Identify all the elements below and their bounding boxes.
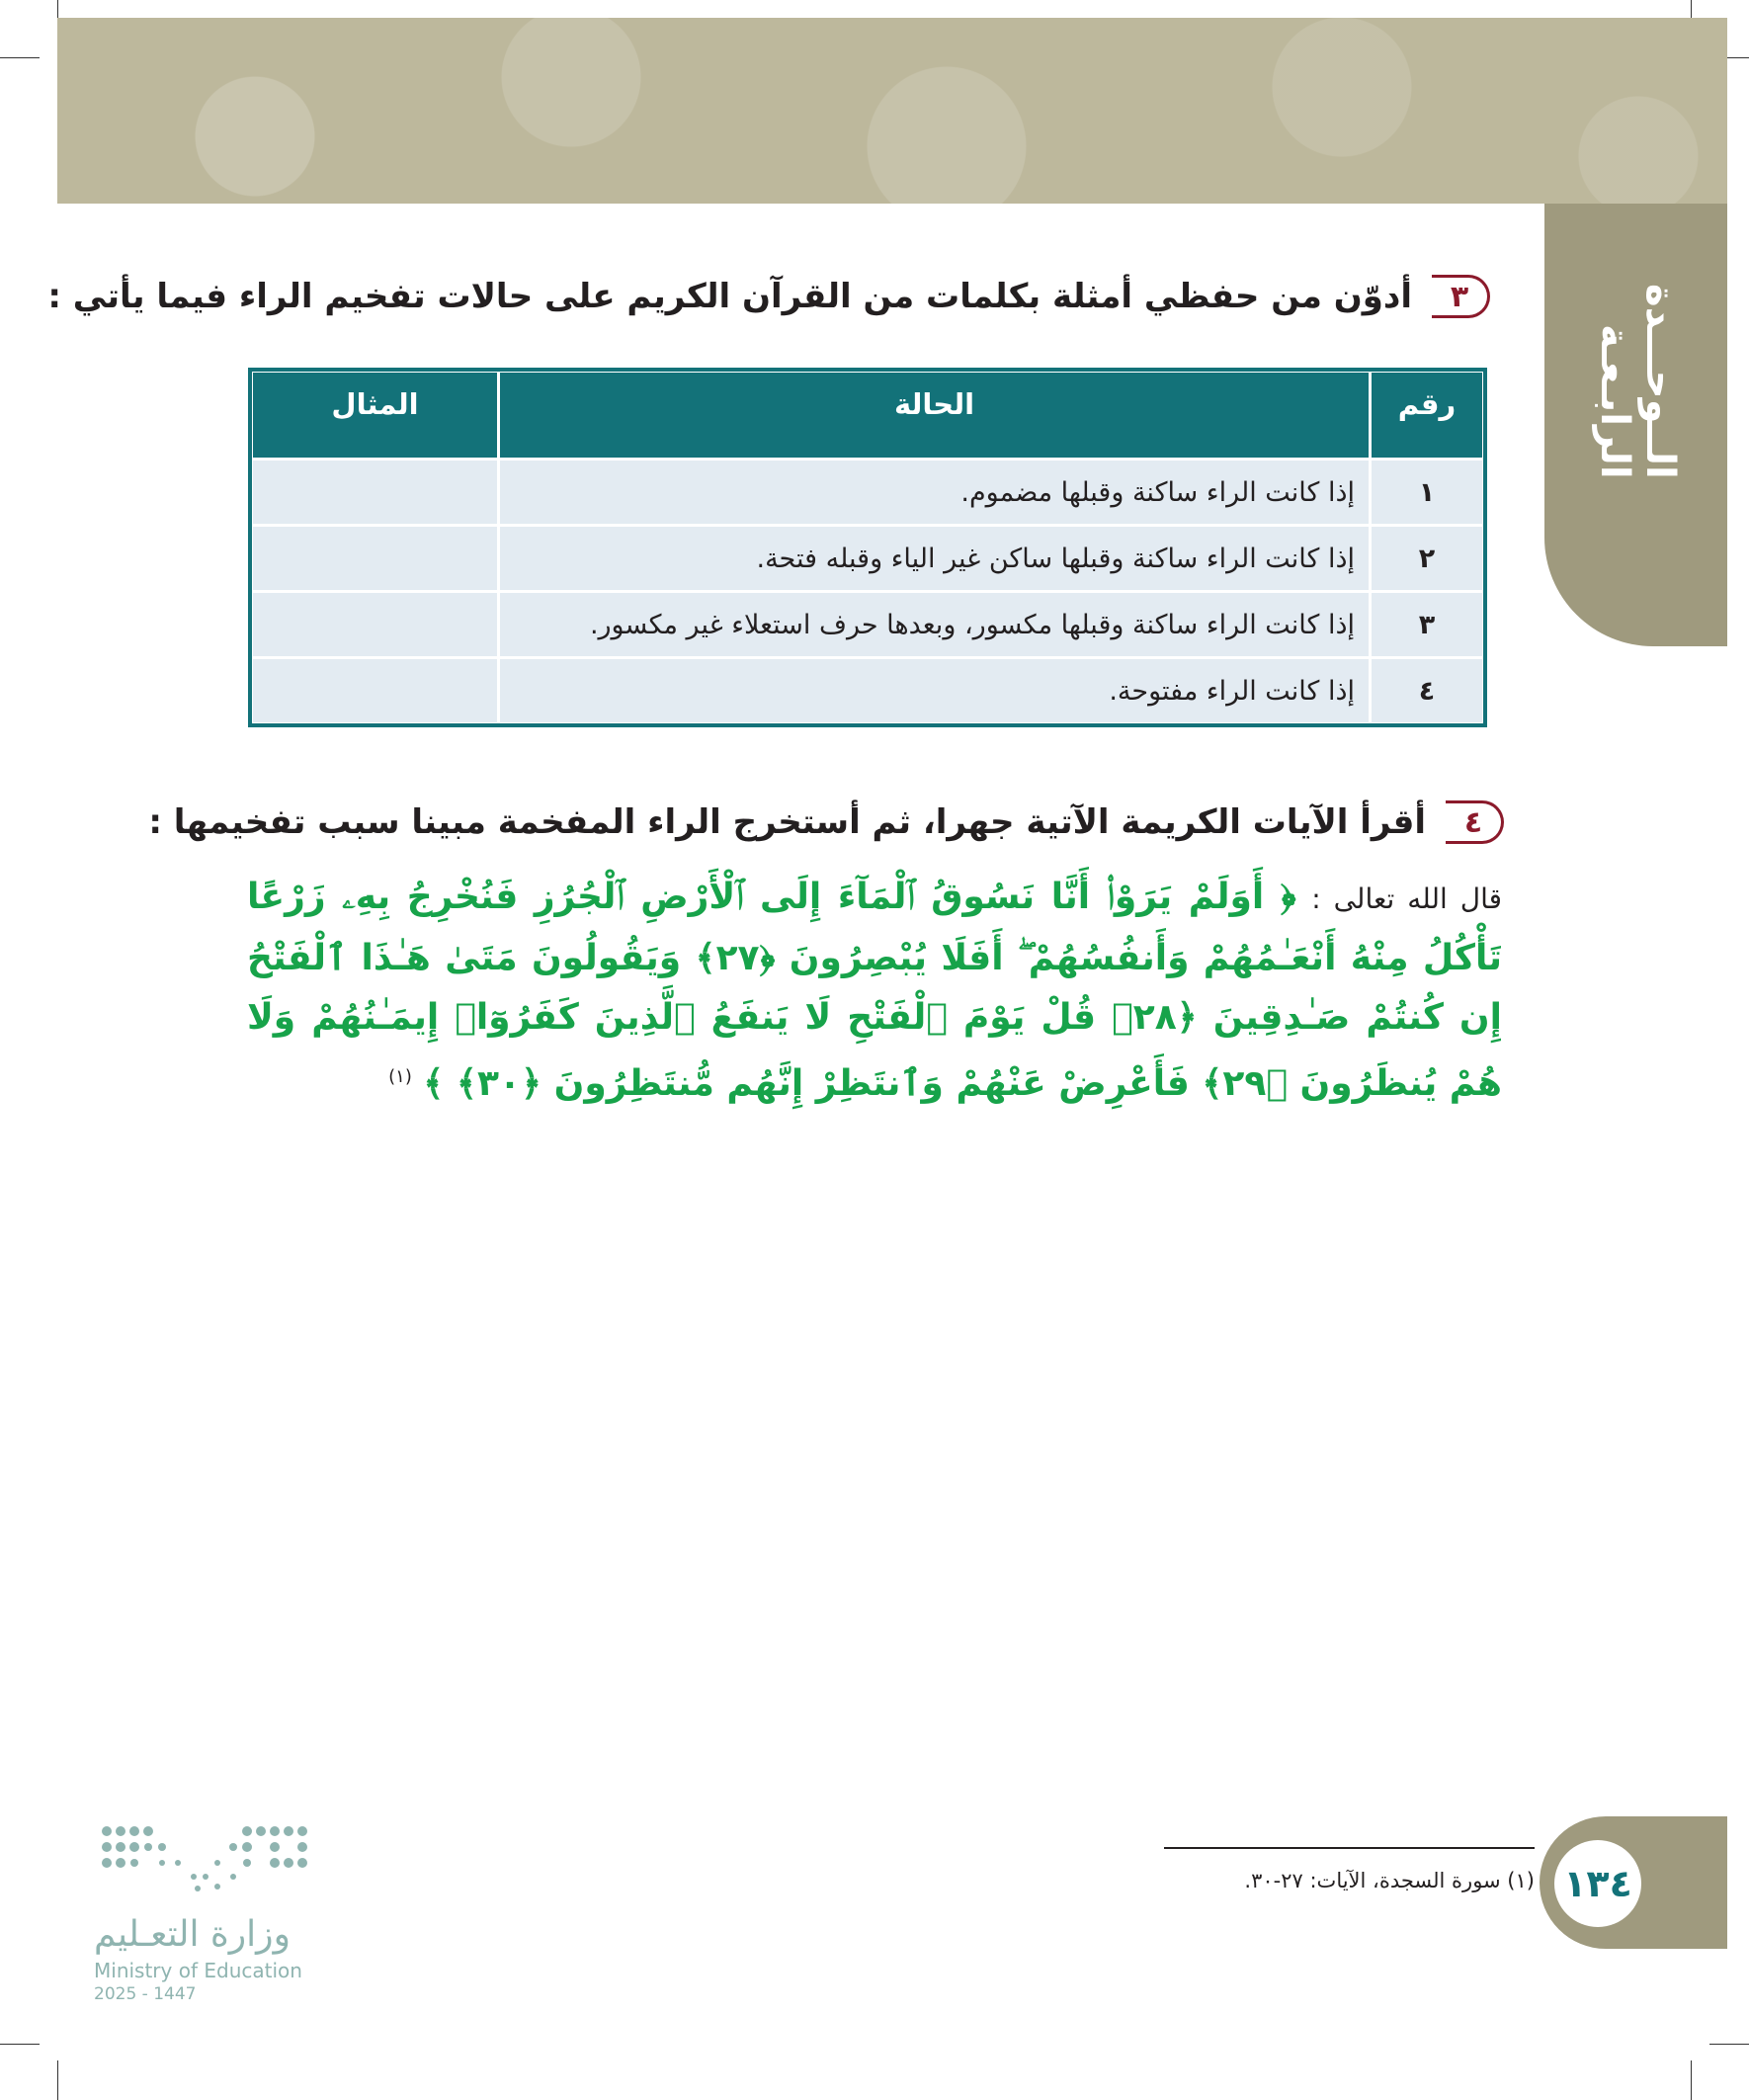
table-row bbox=[252, 460, 1484, 526]
question-4-number: ٤ bbox=[1446, 800, 1504, 844]
header-case: الحالة bbox=[499, 372, 1371, 460]
footnote: (١) سورة السجدة، الآيات: ٢٧-٣٠. bbox=[1244, 1869, 1535, 1892]
crop-mark bbox=[57, 2060, 58, 2100]
row-num: ١ bbox=[1371, 460, 1484, 526]
footnote-divider bbox=[1164, 1847, 1535, 1849]
row-num: ٢ bbox=[1371, 526, 1484, 592]
crop-mark bbox=[1691, 2060, 1692, 2100]
table-header-row bbox=[252, 372, 1484, 460]
question-4-text: أقرأ الآيات الكريمة الآتية جهرا، ثم أستخرج الراء المفخمة مبينا سبب تفخيمها : bbox=[148, 802, 1426, 842]
crop-mark bbox=[0, 57, 40, 58]
ministry-logo-icon bbox=[99, 1823, 311, 1892]
ministry-name-arabic: وزارة التعـليم bbox=[94, 1914, 291, 1955]
table-row bbox=[252, 658, 1484, 724]
header-band bbox=[57, 18, 1727, 204]
verse-intro: قال الله تعالى : bbox=[1311, 882, 1502, 915]
ministry-year: 2025 - 1447 bbox=[94, 1984, 197, 2004]
question-3-text: أدوّن من حفظي أمثلة بكلمات من القرآن الكريم على حالات تفخيم الراء فيما يأتي : bbox=[47, 277, 1412, 316]
row-example[interactable] bbox=[252, 460, 499, 526]
question-3 bbox=[47, 275, 1490, 318]
row-example[interactable] bbox=[252, 526, 499, 592]
row-num: ٤ bbox=[1371, 658, 1484, 724]
question-4 bbox=[148, 800, 1504, 844]
unit-title: الــوحـــدة الرابـعـة bbox=[1592, 284, 1683, 479]
question-3-number: ٣ bbox=[1432, 275, 1490, 318]
verse-block bbox=[247, 868, 1502, 1114]
crop-mark bbox=[0, 2044, 40, 2045]
row-example[interactable] bbox=[252, 658, 499, 724]
row-case: إذا كانت الراء ساكنة وقبلها مكسور، وبعدها حرف استعلاء غير مكسور. bbox=[499, 592, 1371, 658]
page-number: ١٣٤ bbox=[1554, 1840, 1641, 1927]
row-case: إذا كانت الراء ساكنة وقبلها ساكن غير الياء وقبله فتحة. bbox=[499, 526, 1371, 592]
header-num: رقم bbox=[1371, 372, 1484, 460]
quran-verse: ﴿ أَوَلَمْ يَرَوْا۟ أَنَّا نَسُوقُ ٱلْمَآءَ إِلَى ٱلْأَرْضِ ٱلْجُرُزِ فَنُخْرِجُ بِهِۦ زَرْعًا تَأْكُلُ مِنْهُ أَنْعَـٰمُهُمْ وَأَنفُسُهُمْ ۖ أَفَلَا يُبْصِرُونَ ﴿٢٧﴾ وَيَقُولُونَ مَتَىٰ هَـٰذَا ٱلْفَتْحُ إِن كُنتُمْ صَـٰدِقِينَ ﴿٢٨﴾ قُلْ يَوْمَ ٱلْفَتْحِ لَا يَنفَعُ ٱلَّذِينَ كَفَرُوٓا۟ إِيمَـٰنُهُمْ وَلَا هُمْ يُنظَرُونَ ﴿٢٩﴾ فَأَعْرِضْ عَنْهُمْ وَٱنتَظِرْ إِنَّهُم مُّنتَظِرُونَ ﴿٣٠﴾ ﴾ bbox=[247, 877, 1502, 1104]
cases-table bbox=[250, 370, 1485, 725]
row-case: إذا كانت الراء ساكنة وقبلها مضموم. bbox=[499, 460, 1371, 526]
crop-mark bbox=[1709, 2044, 1749, 2045]
row-num: ٣ bbox=[1371, 592, 1484, 658]
ministry-name-english: Ministry of Education bbox=[94, 1959, 302, 1982]
table-row bbox=[252, 526, 1484, 592]
table-row bbox=[252, 592, 1484, 658]
header-example: المثال bbox=[252, 372, 499, 460]
footnote-marker: (١) bbox=[388, 1066, 412, 1087]
row-case: إذا كانت الراء مفتوحة. bbox=[499, 658, 1371, 724]
row-example[interactable] bbox=[252, 592, 499, 658]
